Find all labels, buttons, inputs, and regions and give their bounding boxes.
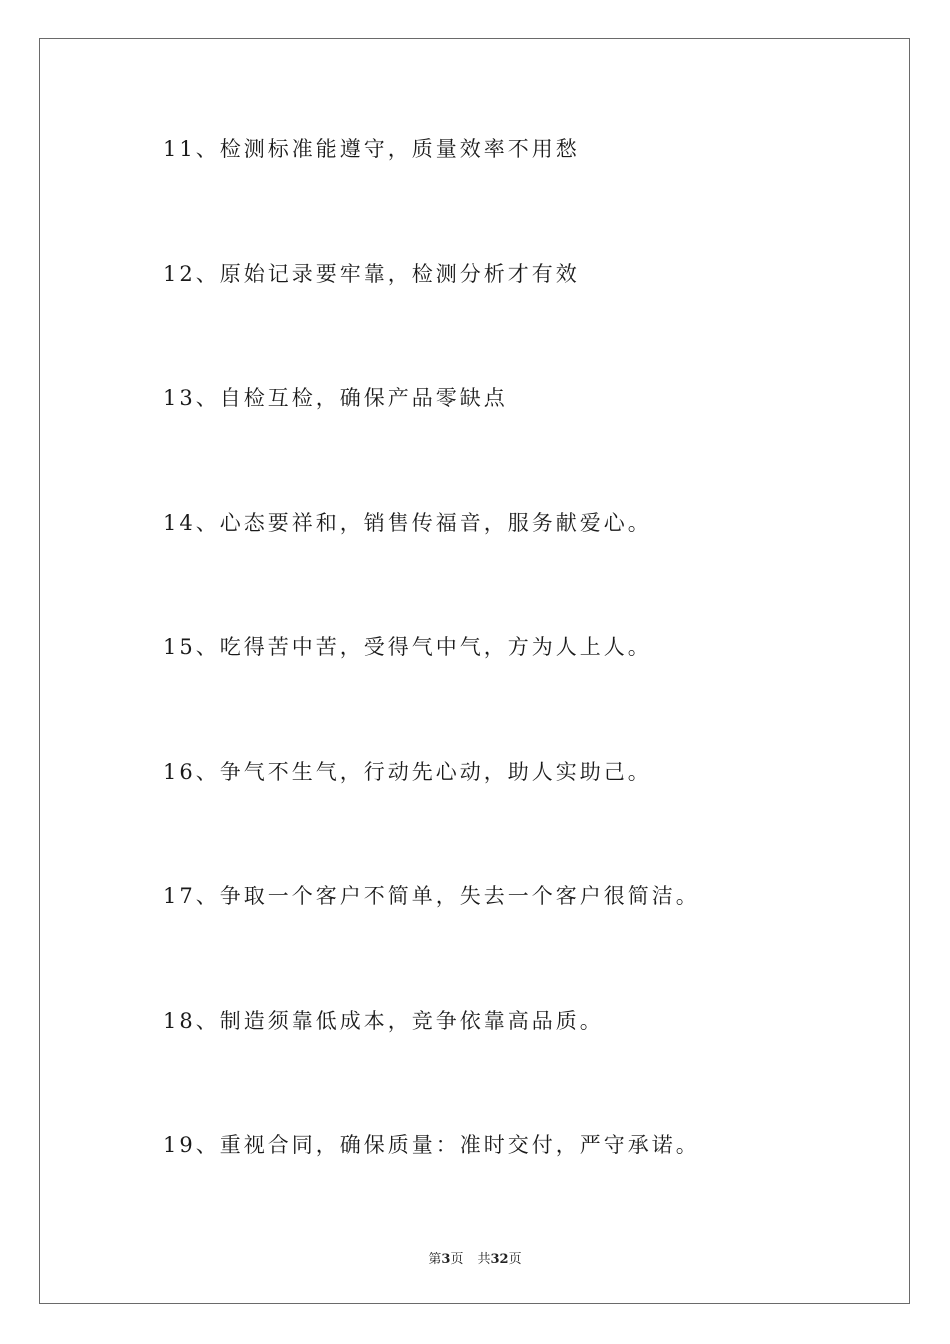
list-item: 11、检测标准能遵守，质量效率不用愁: [163, 137, 580, 161]
page-suffix: 页: [450, 1252, 464, 1267]
list-item: 18、制造须靠低成本，竞争依靠高品质。: [163, 1009, 604, 1033]
list-item: 15、吃得苦中苦，受得气中气，方为人上人。: [163, 635, 652, 659]
total-suffix: 页: [508, 1252, 522, 1267]
list-item: 16、争气不生气，行动先心动，助人实助己。: [163, 760, 652, 784]
list-item: 13、自检互检，确保产品零缺点: [163, 386, 508, 410]
page-prefix: 第: [428, 1252, 442, 1267]
page-footer: [0, 1248, 950, 1267]
current-page-number: 3: [441, 1252, 451, 1267]
page-border: [39, 38, 910, 1304]
list-item: 12、原始记录要牢靠，检测分析才有效: [163, 262, 580, 286]
list-item: 14、心态要祥和，销售传福音，服务献爱心。: [163, 511, 652, 535]
list-item: 19、重视合同，确保质量：准时交付，严守承诺。: [163, 1133, 700, 1157]
total-page-number: 32: [490, 1252, 509, 1267]
total-prefix: 共: [477, 1252, 491, 1267]
list-item: 17、争取一个客户不简单，失去一个客户很简洁。: [163, 884, 700, 908]
